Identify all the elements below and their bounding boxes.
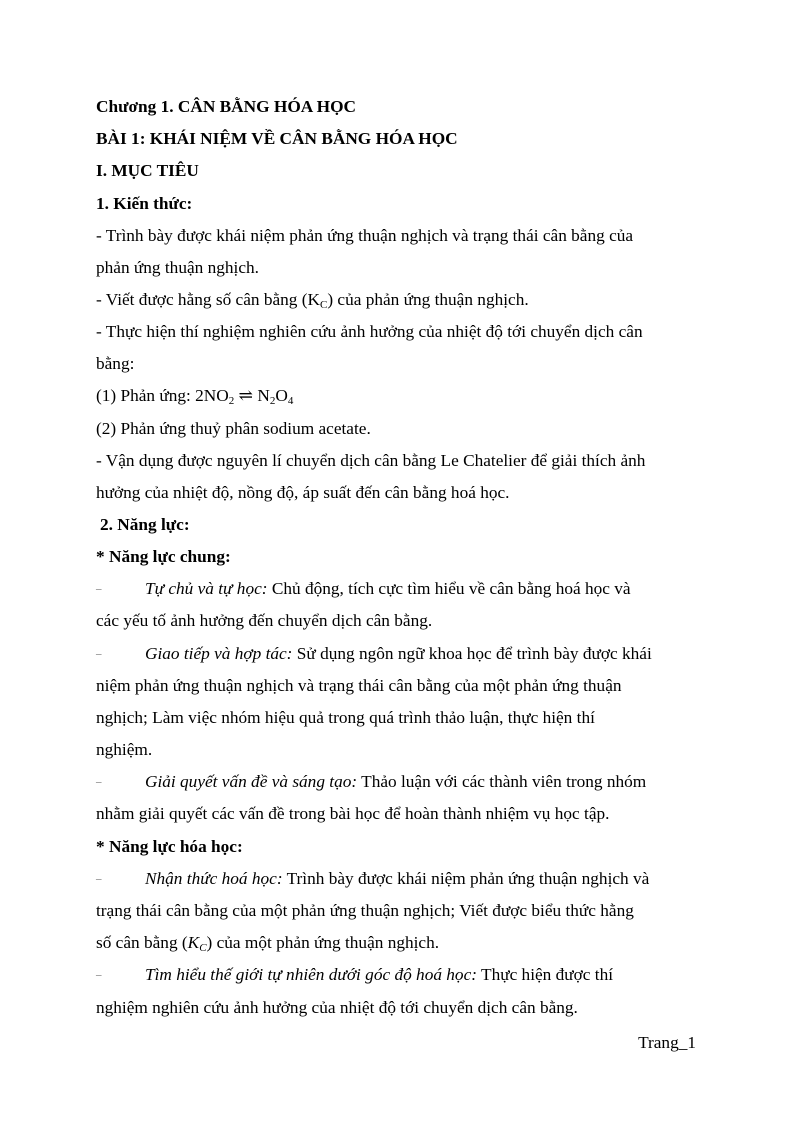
chemistry-competency-heading: * Năng lực hóa học: — [96, 837, 243, 856]
general-item-3-line-1: Giải quyết vấn đề và sáng tạo: Thảo luận với các thành viên trong nhóm — [145, 772, 647, 791]
knowledge-item-4-line-2: hưởng của nhiệt độ, nồng độ, áp suất đến cân bằng hoá học. — [96, 483, 510, 502]
general-competency-heading: * Năng lực chung: — [96, 547, 231, 566]
chemistry-item-1-line-3: số cân bằng $(K_C)$ của một phản ứng thuận nghịch. — [96, 933, 440, 954]
knowledge-item-3-line-2: bằng: — [96, 354, 135, 373]
competency-heading: 2. Năng lực: — [100, 515, 190, 534]
chemistry-item-1-line-2: trạng thái cân bằng của một phản ứng thuận nghịch; Viết được biểu thức hằng — [96, 901, 634, 920]
page-number: Trang_1 — [638, 1033, 696, 1052]
chemistry-item-2-line-2: nghiệm nghiên cứu ảnh hưởng của nhiệt độ tới chuyển dịch cân bằng. — [96, 998, 578, 1017]
chapter-title: Chương 1. CÂN BẰNG HÓA HỌC — [96, 97, 356, 116]
general-item-2-line-3: nghịch; Làm việc nhóm hiệu quả trong quá trình thảo luận, thực hiện thí — [96, 708, 595, 727]
chemistry-item-1-line-1: Nhận thức hoá học: Trình bày được khái niệm phản ứng thuận nghịch và — [145, 869, 650, 888]
knowledge-item-3-line-1: - Thực hiện thí nghiệm nghiên cứu ảnh hưởng của nhiệt độ tới chuyển dịch cân — [96, 322, 643, 341]
bullet-dash: – — [96, 648, 102, 660]
general-item-3-line-2: nhằm giải quyết các vấn đề trong bài học để hoàn thành nhiệm vụ học tập. — [96, 804, 610, 823]
knowledge-heading: 1. Kiến thức: — [96, 194, 193, 213]
knowledge-item-1-line-2: phản ứng thuận nghịch. — [96, 258, 259, 277]
general-item-2-line-2: niệm phản ứng thuận nghịch và trạng thái cân bằng của một phản ứng thuận — [96, 676, 622, 695]
general-item-1-line-1: Tự chủ và tự học: Chủ động, tích cực tìm hiểu về cân bằng hoá học và — [145, 579, 631, 598]
bullet-dash: – — [96, 969, 102, 981]
bullet-dash: – — [96, 776, 102, 788]
reaction-1: (1) Phản ứng: $2NO_2$ ⇌ $N_2O_4$ — [96, 386, 294, 407]
lesson-title: BÀI 1: KHÁI NIỆM VỀ CÂN BẰNG HÓA HỌC — [96, 129, 458, 148]
chemistry-item-2-line-1: Tìm hiểu thế giới tự nhiên dưới góc độ hoá học: Thực hiện được thí — [145, 965, 614, 984]
knowledge-item-2: - Viết được hằng số cân bằng $(K_C)$ của phản ứng thuận nghịch. — [96, 290, 529, 311]
general-item-2-line-1: Giao tiếp và hợp tác: Sử dụng ngôn ngữ khoa học để trình bày được khái — [145, 644, 652, 663]
reaction-2: (2) Phản ứng thuỷ phân sodium acetate. — [96, 419, 371, 438]
general-item-2-line-4: nghiệm. — [96, 740, 153, 759]
general-item-1-line-2: các yếu tố ảnh hưởng đến chuyển dịch cân bằng. — [96, 611, 433, 630]
bullet-dash: – — [96, 583, 102, 595]
knowledge-item-4-line-1: - Vận dụng được nguyên lí chuyển dịch cân bằng Le Chatelier để giải thích ảnh — [96, 451, 646, 470]
bullet-dash: – — [96, 873, 102, 885]
section-objectives: I. MỤC TIÊU — [96, 161, 199, 180]
knowledge-item-1-line-1: - Trình bày được khái niệm phản ứng thuận nghịch và trạng thái cân bằng của — [96, 226, 634, 245]
